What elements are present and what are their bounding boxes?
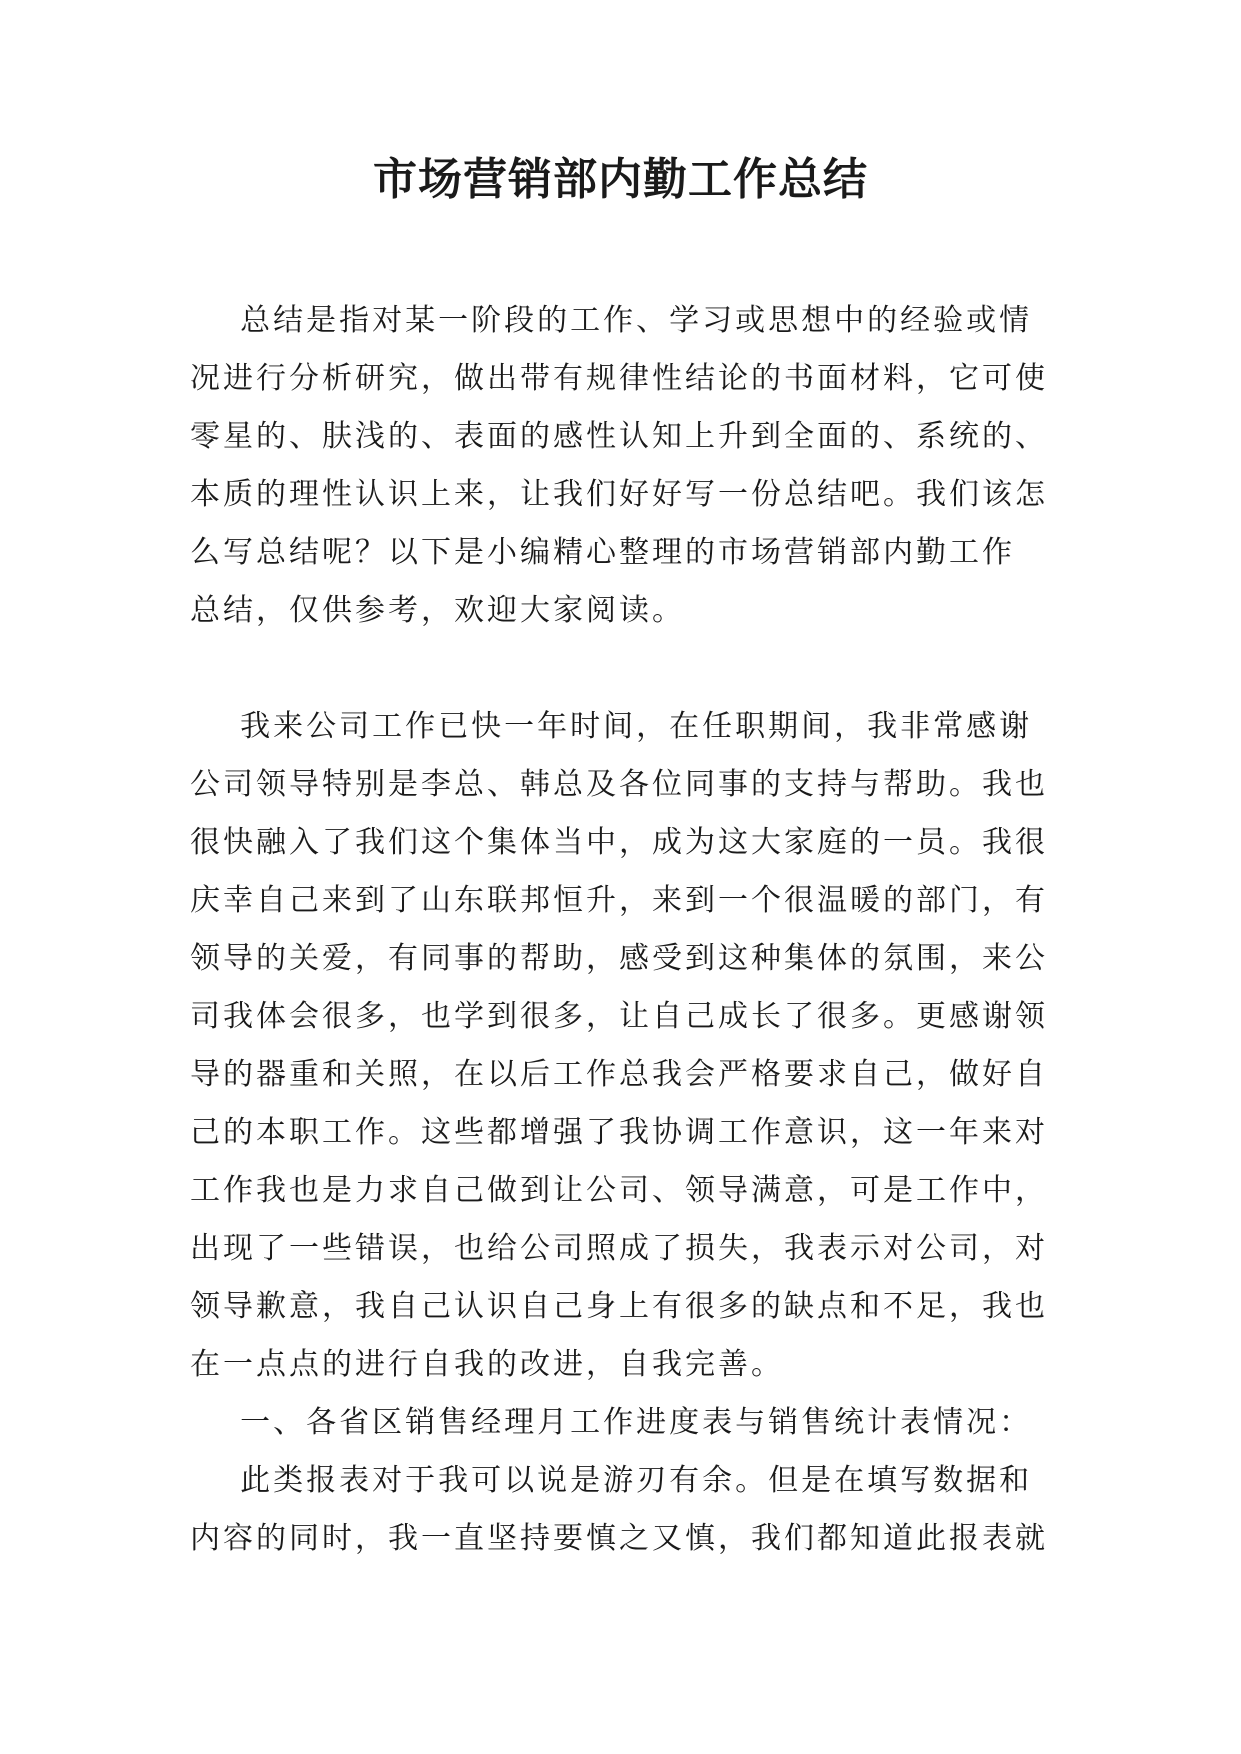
text-line: 况进行分析研究，做出带有规律性结论的书面材料，它可使	[190, 361, 1048, 396]
intro-paragraph	[190, 292, 1070, 640]
text-line: 出现了一些错误，也给公司照成了损失，我表示对公司，对	[190, 1231, 1048, 1266]
main-body	[190, 698, 1070, 1568]
text-line: 司我体会很多，也学到很多，让自己成长了很多。更感谢领	[190, 999, 1048, 1034]
text-line: 本质的理性认识上来，让我们好好写一份总结吧。我们该怎	[190, 477, 1048, 512]
text-line: 零星的、肤浅的、表面的感性认知上升到全面的、系统的、	[190, 419, 1048, 454]
text-line: 工作我也是力求自己做到让公司、领导满意，可是工作中，	[190, 1173, 1048, 1208]
section-heading: 一、各省区销售经理月工作进度表与销售统计表情况：	[190, 1405, 1033, 1440]
text-line: 在一点点的进行自我的改进，自我完善。	[190, 1347, 784, 1382]
text-line: 己的本职工作。这些都增强了我协调工作意识，这一年来对	[190, 1115, 1048, 1150]
text-line: 领导歉意，我自己认识自己身上有很多的缺点和不足，我也	[190, 1289, 1048, 1324]
text-line: 公司领导特别是李总、韩总及各位同事的支持与帮助。我也	[190, 767, 1048, 802]
text-line: 领导的关爱，有同事的帮助，感受到这种集体的氛围，来公	[190, 941, 1048, 976]
text-line: 总结是指对某一阶段的工作、学习或思想中的经验或情	[190, 303, 1033, 338]
text-line: 总结，仅供参考，欢迎大家阅读。	[190, 593, 685, 628]
text-line: 很快融入了我们这个集体当中，成为这大家庭的一员。我很	[190, 825, 1048, 860]
text-line: 此类报表对于我可以说是游刃有余。但是在填写数据和	[190, 1463, 1033, 1498]
text-line: 么写总结呢？以下是小编精心整理的市场营销部内勤工作	[190, 535, 1015, 570]
text-line: 导的器重和关照，在以后工作总我会严格要求自己，做好自	[190, 1057, 1048, 1092]
text-line: 内容的同时，我一直坚持要慎之又慎，我们都知道此报表就	[190, 1521, 1048, 1556]
document-title: 市场营销部内勤工作总结	[373, 154, 868, 205]
text-line: 庆幸自己来到了山东联邦恒升，来到一个很温暖的部门，有	[190, 883, 1048, 918]
text-line: 我来公司工作已快一年时间，在任职期间，我非常感谢	[190, 709, 1033, 744]
